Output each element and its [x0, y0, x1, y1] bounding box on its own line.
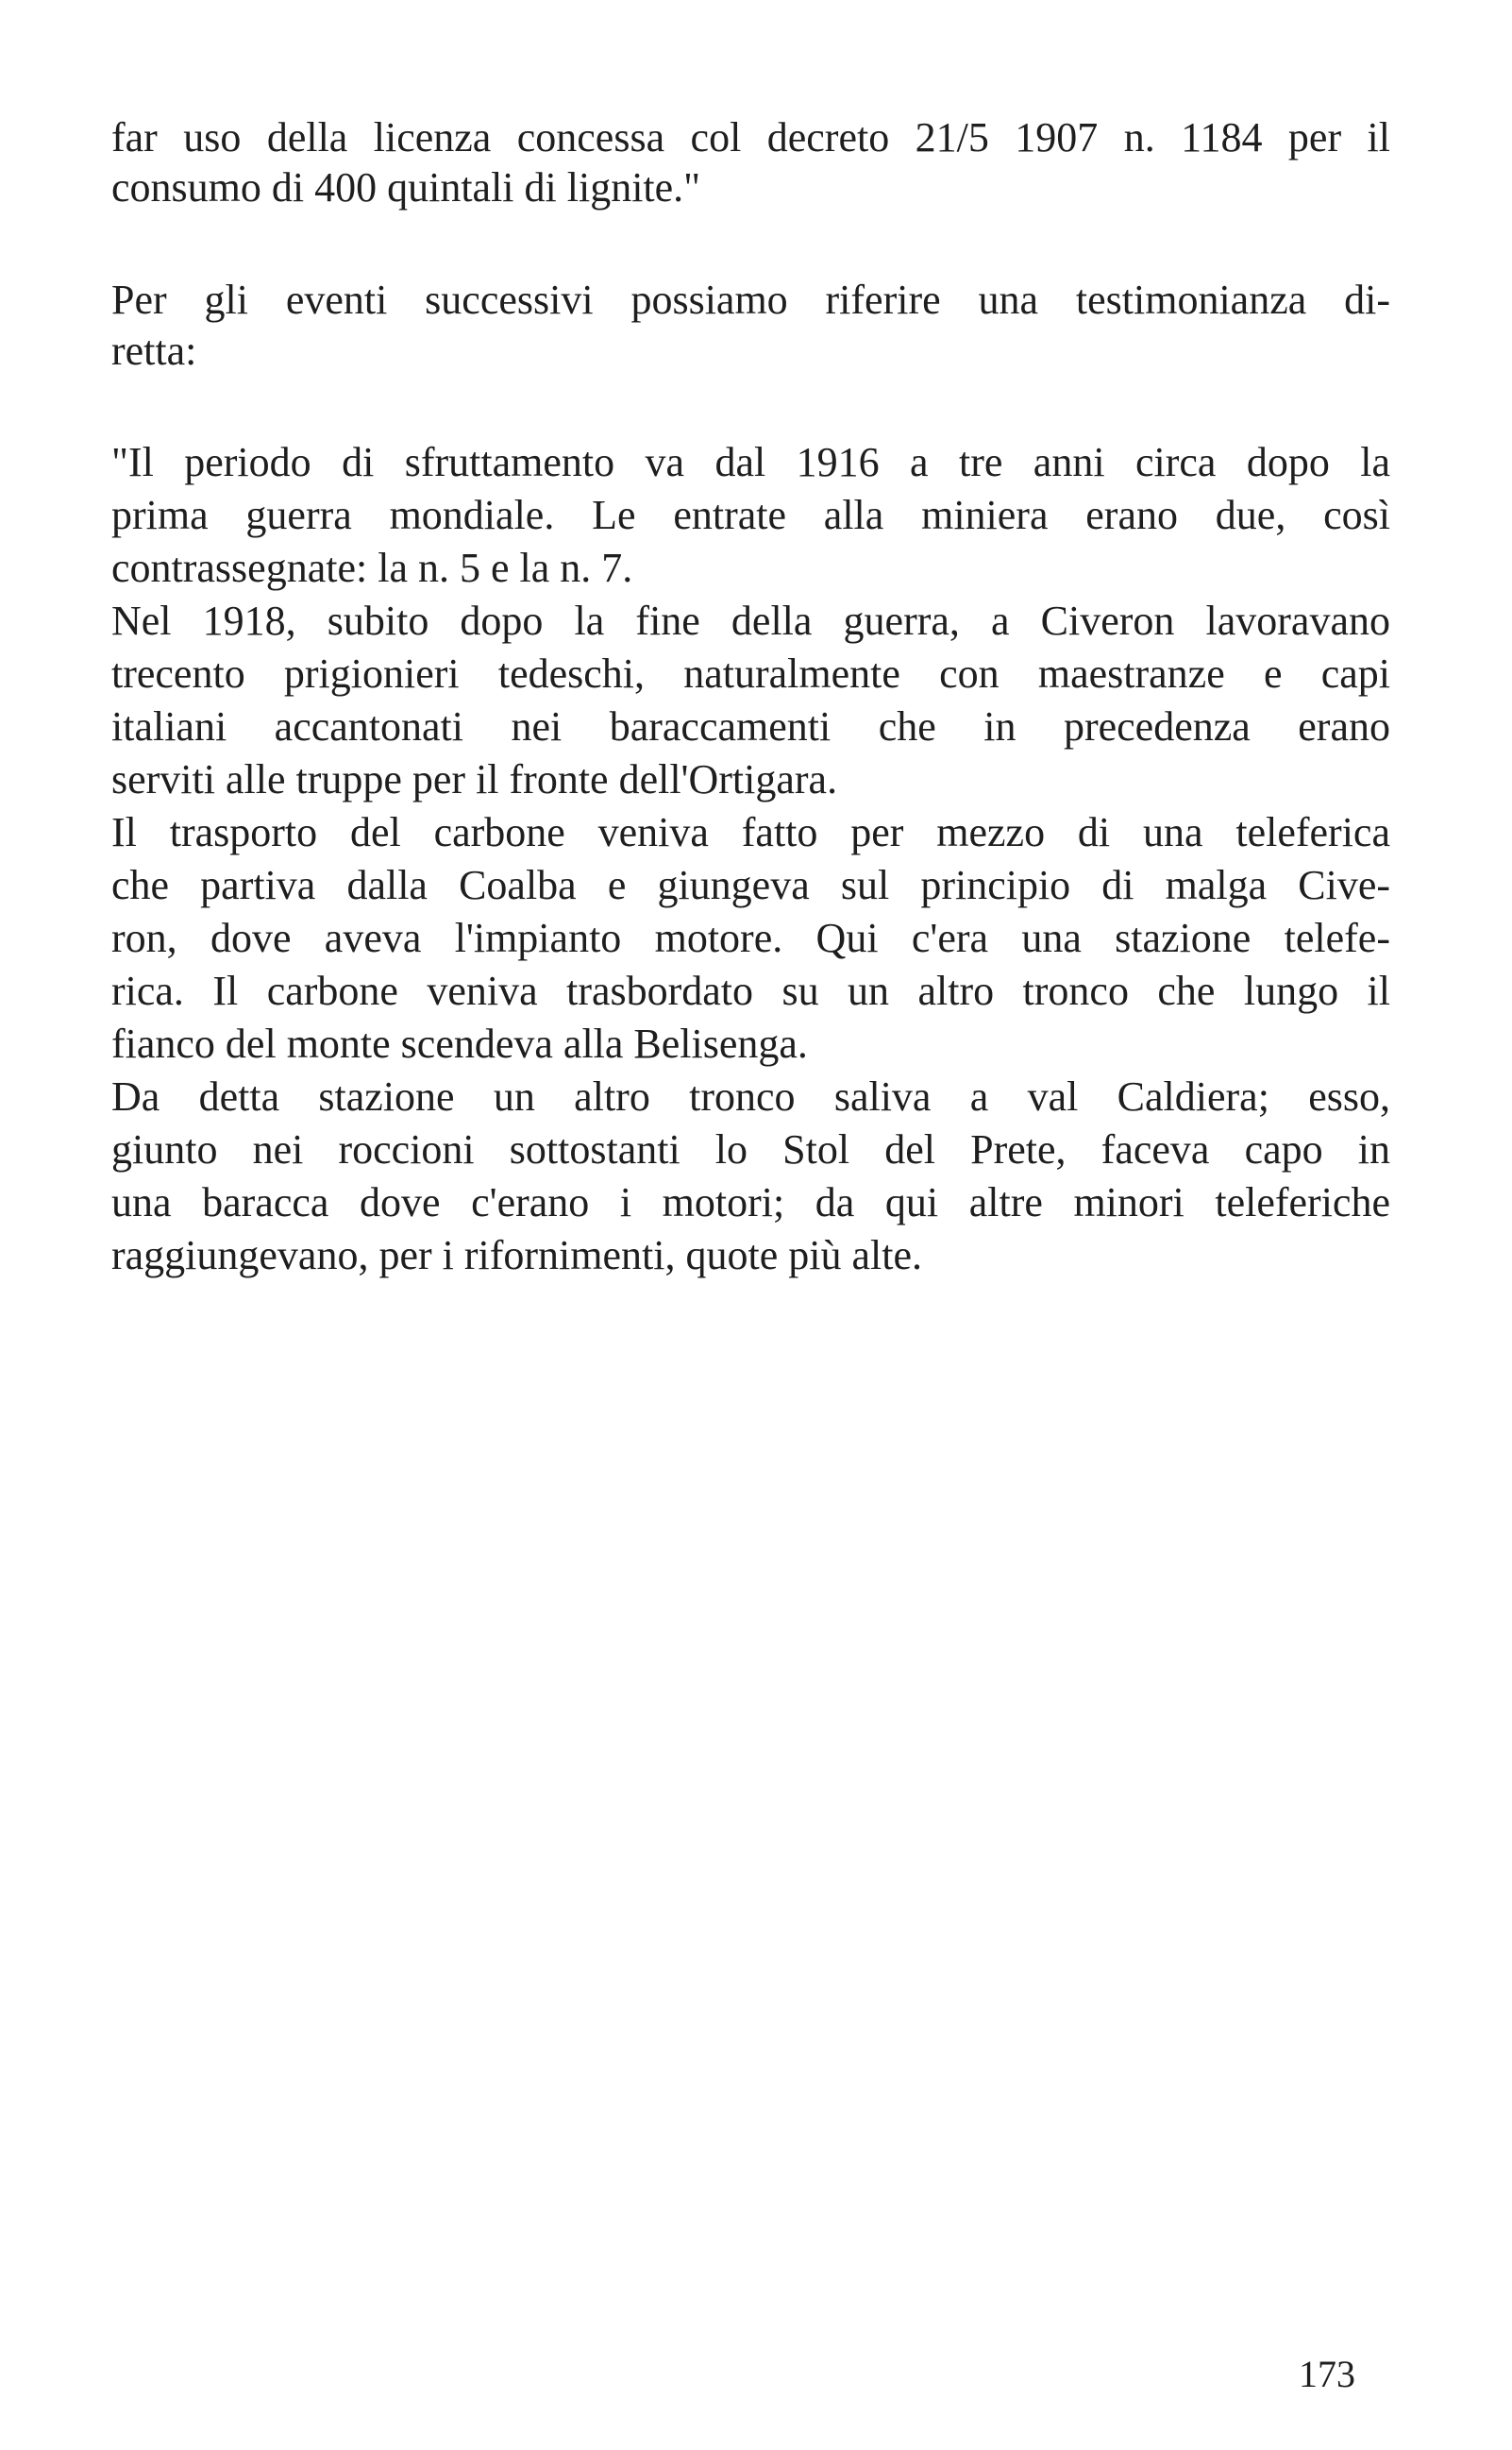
text-line: trecento prigionieri tedeschi, naturalmente con maestranze e capi — [111, 651, 1390, 697]
text-line: "Il periodo di sfruttamento va dal 1916 a tre anni circa dopo la — [111, 439, 1390, 485]
text-line: ron, dove aveva l'impianto motore. Qui c'era una stazione telefe- — [111, 915, 1390, 961]
text-line: retta: — [111, 328, 197, 374]
text-line: raggiungevano, per i rifornimenti, quote più alte. — [111, 1232, 922, 1278]
text-line: prima guerra mondiale. Le entrate alla miniera erano due, così — [111, 492, 1390, 538]
text-line: contrassegnate: la n. 5 e la n. 7. — [111, 545, 633, 591]
page-number: 173 — [1299, 2353, 1355, 2395]
text-line: Per gli eventi successivi possiamo riferire una testimonianza di- — [111, 277, 1390, 323]
text-line: rica. Il carbone veniva trasbordato su un altro tronco che lungo il — [111, 968, 1390, 1014]
text-line: Il trasporto del carbone veniva fatto per mezzo di una teleferica — [111, 809, 1390, 855]
text-line: fianco del monte scendeva alla Belisenga. — [111, 1021, 808, 1067]
text-line: che partiva dalla Coalba e giungeva sul principio di malga Cive- — [111, 862, 1390, 908]
text-line: giunto nei roccioni sottostanti lo Stol del Prete, faceva capo in — [111, 1126, 1390, 1173]
text-line: Da detta stazione un altro tronco saliva a val Caldiera; esso, — [111, 1073, 1390, 1120]
text-line: italiani accantonati nei baraccamenti che in precedenza erano — [111, 703, 1390, 750]
text-line: consumo di 400 quintali di lignite." — [111, 164, 701, 211]
text-line: serviti alle truppe per il fronte dell'Ortigara. — [111, 756, 838, 803]
text-line: far uso della licenza concessa col decreto 21/5 1907 n. 1184 per il — [111, 114, 1390, 161]
text-line: una baracca dove c'erano i motori; da qui altre minori teleferiche — [111, 1179, 1390, 1225]
text-line: Nel 1918, subito dopo la fine della guerra, a Civeron lavoravano — [111, 598, 1390, 644]
